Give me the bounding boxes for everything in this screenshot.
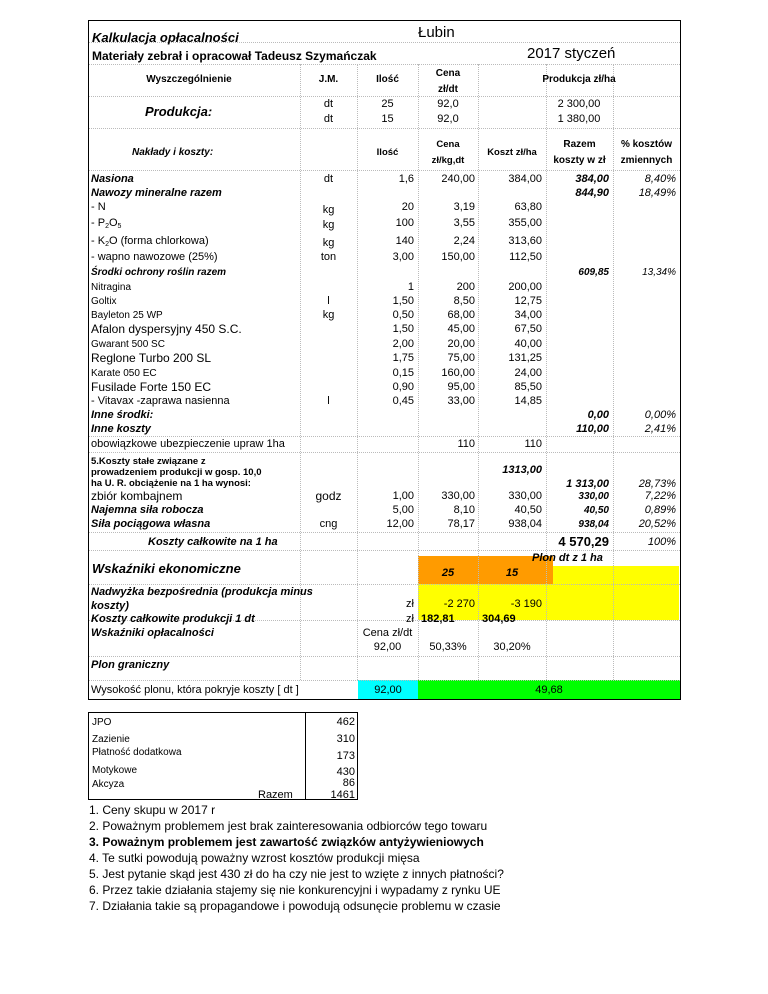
fusilade-qty: 0,90 <box>392 381 414 393</box>
costs-label: Nakłady i koszty: <box>132 147 214 158</box>
fert-p-label: - $P_2O_5$ <box>91 217 122 230</box>
fert-sum: 844,90 <box>575 187 609 199</box>
fert-k-label: - $K_2O$ (forma chlorkowa) <box>91 235 209 248</box>
harvest-label: zbiór kombajnem <box>91 489 183 503</box>
nitragina-label: Nitragina <box>91 282 132 293</box>
profit-25: 50,33% <box>429 641 467 653</box>
surplus-15: -3 190 <box>510 598 542 610</box>
nitragina-qty: 1 <box>407 281 414 293</box>
fert-n-unit: kg <box>322 204 335 216</box>
costs-sum-header-2: koszty w zł <box>553 155 606 166</box>
fixed-sum: 1 313,00 <box>566 478 609 490</box>
fixed-label-2: prowadzeniem produkcji w gosp. 10,0 <box>91 467 262 478</box>
fert-lime-cost: 112,50 <box>509 251 542 263</box>
harvest-pct: 7,22% <box>644 490 676 502</box>
payment-value: 310 <box>336 733 355 745</box>
karate-price: 160,00 <box>441 367 475 379</box>
labour-qty: 5,00 <box>392 504 414 516</box>
bayleton-cost: 34,00 <box>514 309 542 321</box>
nitragina-price: 200 <box>456 281 475 293</box>
grid-line <box>89 128 680 129</box>
vitavax-price: 33,00 <box>447 395 475 407</box>
location: Łubin <box>418 24 455 41</box>
production-qty: 25 <box>381 98 394 110</box>
grid-line <box>89 452 680 453</box>
profit-15: 30,20% <box>493 641 531 653</box>
traction-pct: 20,52% <box>638 518 676 530</box>
break-even-desc: Wysokość plonu, która pokryje koszty [ dt ] <box>91 684 299 696</box>
vitavax-cost: 14,85 <box>514 395 542 407</box>
production-label: Produkcja: <box>145 104 213 119</box>
gwarant-cost: 40,00 <box>514 338 542 350</box>
note: 2. Poważnym problemem jest brak zainteresowania odbiorców tego towaru <box>89 819 488 833</box>
production-value: 2 300,00 <box>557 98 601 110</box>
note: 1. Ceny skupu w 2017 r <box>89 803 216 817</box>
costs-pct-header: % kosztów <box>620 139 673 150</box>
insurance-cost: 110 <box>524 438 542 450</box>
bayleton-label: Bayleton 25 WP <box>91 310 163 321</box>
fert-k-unit: kg <box>322 237 335 249</box>
payment-value: 462 <box>336 716 355 728</box>
costs-price-header: Cena <box>436 139 460 150</box>
surplus-label-2: koszty) <box>91 600 129 612</box>
grid-line <box>89 436 680 437</box>
protection-sum: 609,85 <box>578 267 609 278</box>
fixed-label-1: 5.Koszty stałe związane z <box>91 456 206 467</box>
payment-value: 86 <box>342 777 355 789</box>
unit-cost-15: 304,69 <box>482 613 516 625</box>
reglone-label: Reglone Turbo 200 SL <box>91 351 212 365</box>
costs-cost-header: Koszt zł/ha <box>487 147 537 158</box>
indicators-title: Wskaźniki ekonomiczne <box>92 561 241 576</box>
payment-value: 173 <box>336 750 355 762</box>
insurance-price: 110 <box>457 438 475 450</box>
payment-label: Motykowe <box>92 765 138 776</box>
labour-cost: 40,50 <box>514 504 542 516</box>
reglone-cost: 131,25 <box>508 352 542 364</box>
fert-k-qty: 140 <box>395 235 414 247</box>
karate-qty: 0,15 <box>392 367 414 379</box>
col-production-header: Produkcja zł/ha <box>542 74 616 85</box>
col-price-header: Cena <box>435 68 461 79</box>
fert-p-qty: 100 <box>395 217 414 229</box>
fert-n-cost: 63,80 <box>514 201 542 213</box>
fert-k-price: 2,24 <box>453 235 475 247</box>
seed-unit: dt <box>323 173 334 185</box>
karate-cost: 24,00 <box>514 367 542 379</box>
production-unit: dt <box>323 98 334 110</box>
goltix-cost: 12,75 <box>514 295 542 307</box>
nitragina-cost: 200,00 <box>508 281 542 293</box>
grid-line <box>89 550 680 551</box>
seed-qty: 1,6 <box>398 173 414 185</box>
payment-label: Płatność dodatkowa <box>92 747 182 758</box>
bayleton-price: 68,00 <box>447 309 475 321</box>
fert-lime-label: - wapno nawozowe (25%) <box>91 251 218 263</box>
col-description-header: Wyszczególnienie <box>146 74 232 85</box>
unit-cost-unit: zł <box>406 613 414 625</box>
harvest-price: 330,00 <box>441 490 475 502</box>
traction-price: 78,17 <box>447 518 475 530</box>
fusilade-cost: 85,50 <box>514 381 542 393</box>
col-price-header-unit: zł/dt <box>438 84 458 95</box>
costs-price-header-unit: zł/kg,dt <box>431 155 465 166</box>
break-even-price: 92,00 <box>374 684 402 696</box>
break-even-value: 49,68 <box>535 684 563 696</box>
fixed-cost: 1313,00 <box>502 464 542 476</box>
harvest-cost: 330,00 <box>508 490 542 502</box>
fert-n-qty: 20 <box>401 201 414 213</box>
note: 5. Jest pytanie skąd jest 430 zł do ha czy nie jest to wzięte z innych płatności? <box>89 867 504 881</box>
unit-cost-25: 182,81 <box>421 613 455 625</box>
surplus-label: Nadwyżka bezpośrednia (produkcja minus <box>91 586 313 598</box>
other-costs-sum: 110,00 <box>576 423 609 435</box>
fert-lime-qty: 3,00 <box>392 251 414 263</box>
costs-qty-header: Ilość <box>376 147 399 158</box>
other-agents-sum: 0,00 <box>587 409 609 421</box>
reglone-qty: 1,75 <box>392 352 414 364</box>
yield-25: 25 <box>441 567 455 579</box>
afalon-label: Afalon dyspersyjny 450 S.C. <box>91 322 242 336</box>
traction-unit: cng <box>319 518 338 530</box>
goltix-unit: l <box>327 295 330 307</box>
costs-sum-header: Razem <box>563 139 596 150</box>
afalon-cost: 67,50 <box>514 323 542 335</box>
break-even-label: Plon graniczny <box>91 659 170 671</box>
yield-label: Plon dt z 1 ha <box>532 552 603 564</box>
production-price: 92,0 <box>437 113 459 125</box>
payments-total: 1461 <box>330 789 355 801</box>
traction-label: Siła pociągowa własna <box>91 518 211 530</box>
bayleton-unit: kg <box>322 309 335 321</box>
bayleton-qty: 0,50 <box>392 309 414 321</box>
other-costs-pct: 2,41% <box>644 423 676 435</box>
karate-label: Karate 050 EC <box>91 368 157 379</box>
production-price: 92,0 <box>437 98 459 110</box>
labour-price: 8,10 <box>453 504 475 516</box>
payment-label: Akcyza <box>92 779 125 790</box>
reglone-price: 75,00 <box>447 352 475 364</box>
fert-p-price: 3,55 <box>453 217 475 229</box>
fert-n-price: 3,19 <box>453 201 475 213</box>
fixed-pct: 28,73% <box>638 478 676 490</box>
protection-label: Środki ochrony roślin razem <box>91 267 227 278</box>
vitavax-qty: 0,45 <box>392 395 414 407</box>
grid-line <box>89 170 680 171</box>
vitavax-unit: l <box>327 395 330 407</box>
unit-cost-label: Koszty całkowite produkcji 1 dt <box>91 613 255 625</box>
fert-p-unit: kg <box>322 219 335 231</box>
payments-total-label: Razem <box>258 789 293 801</box>
other-agents-pct: 0,00% <box>644 409 676 421</box>
seed-sum: 384,00 <box>575 173 609 185</box>
col-unit-header: J.M. <box>318 74 339 85</box>
surplus-unit: zł <box>406 598 414 610</box>
harvest-unit: godz <box>315 489 342 503</box>
goltix-qty: 1,50 <box>392 295 414 307</box>
grid-line <box>89 680 680 681</box>
grid-line <box>89 656 680 657</box>
production-unit: dt <box>323 113 334 125</box>
page-title: Kalkulacja opłacalności <box>92 30 239 45</box>
fert-label: Nawozy mineralne razem <box>91 187 222 199</box>
production-qty: 15 <box>381 113 394 125</box>
fert-k-cost: 313,60 <box>508 235 542 247</box>
surplus-25: -2 270 <box>443 598 475 610</box>
total-costs-sum: 4 570,29 <box>558 534 609 549</box>
payment-label: Zazienie <box>92 734 130 745</box>
labour-pct: 0,89% <box>644 504 676 516</box>
note: 7. Działania takie są propagandowe i powodują odsunęcie problemu w czasie <box>89 899 501 913</box>
fert-pct: 18,49% <box>638 187 676 199</box>
harvest-qty: 1,00 <box>392 490 414 502</box>
payment-value: 430 <box>336 766 355 778</box>
gwarant-price: 20,00 <box>447 338 475 350</box>
fert-p-cost: 355,00 <box>508 217 542 229</box>
fert-n-label: - N <box>91 201 106 213</box>
seed-price: 240,00 <box>441 173 475 185</box>
payment-label: JPO <box>92 717 112 728</box>
gwarant-qty: 2,00 <box>392 338 414 350</box>
grid-line <box>89 532 680 533</box>
author-line: Materiały zebrał i opracował Tadeusz Szymańczak <box>92 49 377 63</box>
labour-sum: 40,50 <box>583 505 609 516</box>
seed-cost: 384,00 <box>508 173 542 185</box>
other-agents-label: Inne środki: <box>91 409 154 421</box>
note: 3. Poważnym problemem jest zawartość związków antyżywieniowych <box>89 835 484 849</box>
grid-line <box>89 96 680 97</box>
total-costs-label: Koszty całkowite na 1 ha <box>148 536 278 548</box>
fert-lime-unit: ton <box>320 251 337 263</box>
traction-qty: 12,00 <box>386 518 414 530</box>
vitavax-label: - Vitavax -zaprawa nasienna <box>91 395 230 407</box>
yield-15: 15 <box>505 567 519 579</box>
fusilade-label: Fusilade Forte 150 EC <box>91 380 212 394</box>
costs-pct-header-2: zmiennych <box>620 155 673 166</box>
grid-line <box>89 64 680 65</box>
gwarant-label: Gwarant 500 SC <box>91 339 165 350</box>
fert-lime-price: 150,00 <box>441 251 475 263</box>
profit-label: Wskaźniki opłacalności <box>91 627 214 639</box>
note: 4. Te sutki powodują poważny wzrost kosztów produkcji mięsa <box>89 851 420 865</box>
production-value: 1 380,00 <box>557 113 601 125</box>
labour-label: Najemna siła robocza <box>91 504 204 516</box>
other-costs-label: Inne koszty <box>91 423 151 435</box>
date: 2017 styczeń <box>527 45 616 62</box>
protection-pct: 13,34% <box>642 267 676 278</box>
price-value: 92,00 <box>373 641 402 653</box>
grid-line <box>89 584 680 585</box>
total-costs-pct: 100% <box>647 536 676 548</box>
afalon-price: 45,00 <box>447 323 475 335</box>
price-label: Cena zł/dt <box>362 627 413 639</box>
fixed-label-3: ha U. R. obciążenie na 1 ha wynosi: <box>91 478 251 489</box>
goltix-price: 8,50 <box>453 295 475 307</box>
traction-cost: 938,04 <box>508 518 542 530</box>
col-qty-header: Ilość <box>376 74 399 85</box>
note: 6. Przez takie działania stajemy się nie konkurencyjni i wypadamy z rynku UE <box>89 883 501 897</box>
seed-label: Nasiona <box>91 173 134 185</box>
afalon-qty: 1,50 <box>392 323 414 335</box>
goltix-label: Goltix <box>91 296 117 307</box>
insurance-label: obowiązkowe ubezpieczenie upraw 1ha <box>91 438 285 450</box>
seed-pct: 8,40% <box>644 173 676 185</box>
traction-sum: 938,04 <box>578 519 609 530</box>
harvest-sum: 330,00 <box>578 491 609 502</box>
fusilade-price: 95,00 <box>447 381 475 393</box>
